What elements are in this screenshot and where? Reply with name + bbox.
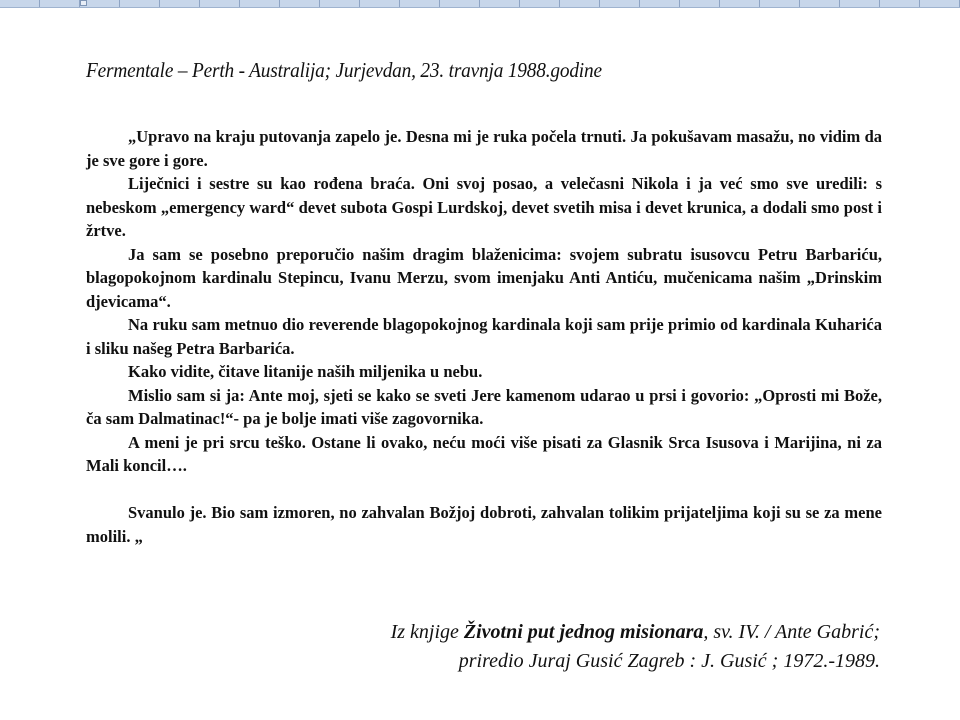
ruler-bar [0, 0, 960, 8]
citation-book-title: Životni put jednog misionara [463, 621, 704, 643]
paragraph: Svanulo je. Bio sam izmoren, no zahvalan Božjoj dobroti, zahvalan tolikim prijateljima koji su se za mene molili. „ [86, 503, 882, 546]
citation [320, 618, 880, 676]
paragraph: Mislio sam si ja: Ante moj, sjeti se kako se sveti Jere kamenom udarao u prsi i govorio: „Oprosti mi Bože, ča sam Dalmatinac!“- pa je bolje imati više zagovornika. [86, 385, 882, 428]
letter-heading: Fermentale – Perth - Australija; Jurjevdan, 23. travnja 1988.godine [86, 58, 602, 82]
paragraph: A meni je pri srcu teško. Ostane li ovako, neću moći više pisati za Glasnik Srca Isusova i Marijina, ni za Mali koncil…. [86, 432, 882, 475]
paragraph: Ja sam se posebno preporučio našim dragim blaženicima: svojem subratu isusovcu Petru Barbariću, blagopokojnom kardinalu Stepincu, Ivanu Merzu, svom imenjaku Anti Antiću, mučenicama našim „Drinskim djevicama“. [86, 244, 882, 311]
citation-suffix: , sv. IV. / Ante Gabrić; [703, 621, 880, 643]
paragraph: Kako vidite, čitave litanije naših miljenika u nebu. [128, 362, 483, 381]
paragraph: Liječnici i sestre su kao rođena braća. Oni svoj posao, a velečasni Nikola i ja već smo sve uredili: s nebeskom „emergency ward“ devet subota Gospi Lurdskoj, devet svetih misa i devet krunica, a dodali smo post i žrtve. [86, 174, 882, 240]
paragraph: „Upravo na kraju putovanja zapelo je. Desna mi je ruka počela trnuti. Ja pokušavam masažu, no vidim da je sve gore i gore. [86, 127, 882, 170]
citation-line-1 [320, 618, 880, 647]
paragraph: Na ruku sam metnuo dio reverende blagopokojnog kardinala koji sam prije primio od kardinala Kuharića i sliku našeg Petra Barbarića. [86, 315, 882, 358]
citation-line-2: priredio Juraj Gusić Zagreb : J. Gusić ; 1972.-1989. [458, 650, 880, 672]
indent-marker-icon[interactable] [80, 0, 87, 6]
letter-body [86, 125, 882, 548]
citation-prefix: Iz knjige [390, 621, 464, 643]
